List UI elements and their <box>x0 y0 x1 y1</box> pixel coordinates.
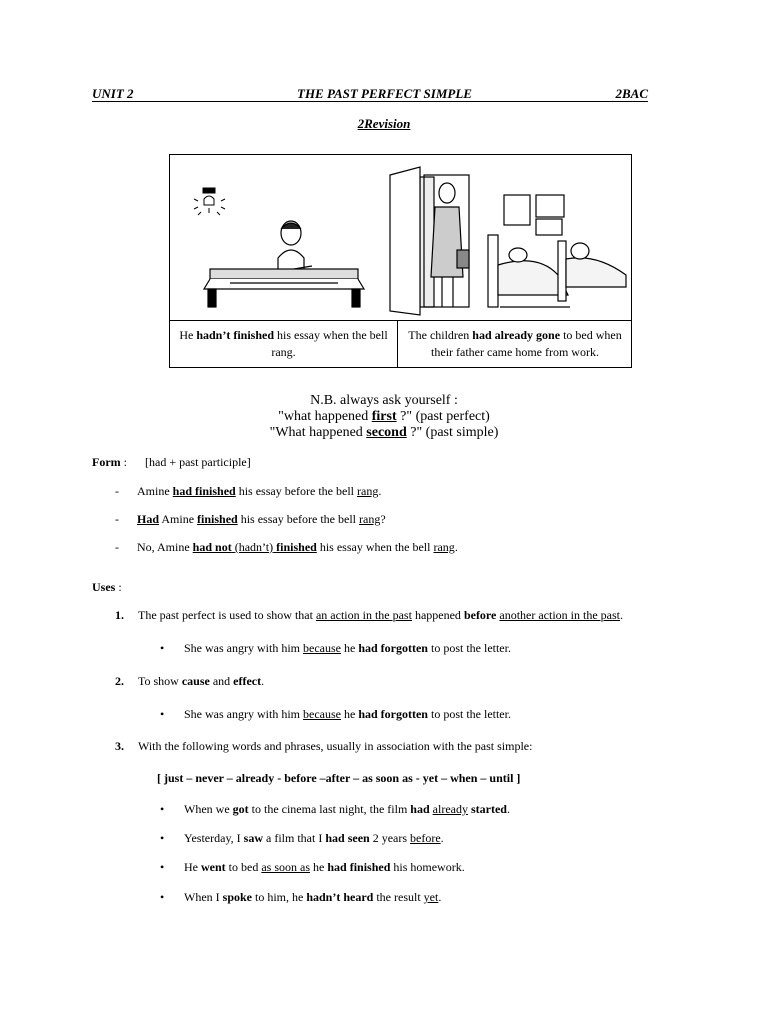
use-example: Yesterday, I saw a film that I had seen 2 years before. <box>184 831 444 845</box>
caption-verb: hadn’t finished <box>196 328 275 342</box>
children-in-bed-illustration <box>488 195 626 307</box>
use-text: To show cause and effect. <box>138 674 265 688</box>
boy-at-desk-illustration <box>204 221 364 307</box>
page-title: THE PAST PERFECT SIMPLE <box>297 86 472 101</box>
use-number: 3. <box>115 739 124 753</box>
bullet-marker: • <box>160 890 165 904</box>
use-example: When we got to the cinema last night, the film had already started. <box>184 802 510 816</box>
form-example: Amine had finished his essay before the bell rang. <box>137 484 382 498</box>
bullet-marker: • <box>160 860 165 874</box>
caption-text: his essay when the bell rang. <box>271 328 388 359</box>
level-label: 2BAC <box>615 86 648 101</box>
bullet-marker: • <box>160 831 165 845</box>
illustration-box <box>169 154 632 368</box>
use-text: The past perfect is used to show that an action in the past happened before another action in the past. <box>138 608 624 622</box>
dash-marker: - <box>115 484 119 498</box>
caption-verb: had already gone <box>472 328 561 342</box>
bullet-marker: • <box>160 641 165 655</box>
note-line: "What happened second ?" (past simple) <box>269 425 499 440</box>
note-line: "what happened first ?" (past perfect) <box>278 409 490 424</box>
note-line: N.B. always ask yourself : <box>310 393 458 408</box>
header-bar <box>92 86 648 102</box>
bullet-marker: • <box>160 802 165 816</box>
note-box <box>0 393 768 441</box>
bell-icon <box>194 188 225 215</box>
unit-label: UNIT 2 <box>92 86 134 101</box>
caption-right <box>399 321 631 367</box>
bullet-marker: • <box>160 707 165 721</box>
caption-text: The children <box>408 328 473 342</box>
use-example: She was angry with him because he had forgotten to post the letter. <box>184 707 511 721</box>
illustration-picture <box>170 155 631 321</box>
time-words-list: [ just – never – already - before –after – as soon as - yet – when – until ] <box>157 771 521 785</box>
form-formula: [had + past participle] <box>145 455 251 469</box>
uses-heading: Uses : <box>92 580 122 594</box>
form-heading: Form : <box>92 455 127 469</box>
dash-marker: - <box>115 512 119 526</box>
use-example: He went to bed as soon as he had finished his homework. <box>184 860 465 874</box>
caption-text: He <box>179 328 197 342</box>
caption-text: to bed when their father came home from work. <box>431 328 622 359</box>
use-text: With the following words and phrases, usually in association with the past simple: <box>138 739 533 753</box>
form-example: No, Amine had not (hadn’t) finished his essay when the bell rang. <box>137 540 458 554</box>
use-example: She was angry with him because he had forgotten to post the letter. <box>184 641 511 655</box>
illustration-drawing <box>170 155 631 319</box>
use-number: 2. <box>115 674 124 688</box>
form-example: Had Amine finished his essay before the bell rang? <box>137 512 386 526</box>
use-number: 1. <box>115 608 124 622</box>
use-example: When I spoke to him, he hadn’t heard the result yet. <box>184 890 442 904</box>
subtitle: 2Revision <box>357 116 411 131</box>
father-at-door-illustration <box>390 167 469 315</box>
caption-left <box>170 321 398 367</box>
dash-marker: - <box>115 540 119 554</box>
